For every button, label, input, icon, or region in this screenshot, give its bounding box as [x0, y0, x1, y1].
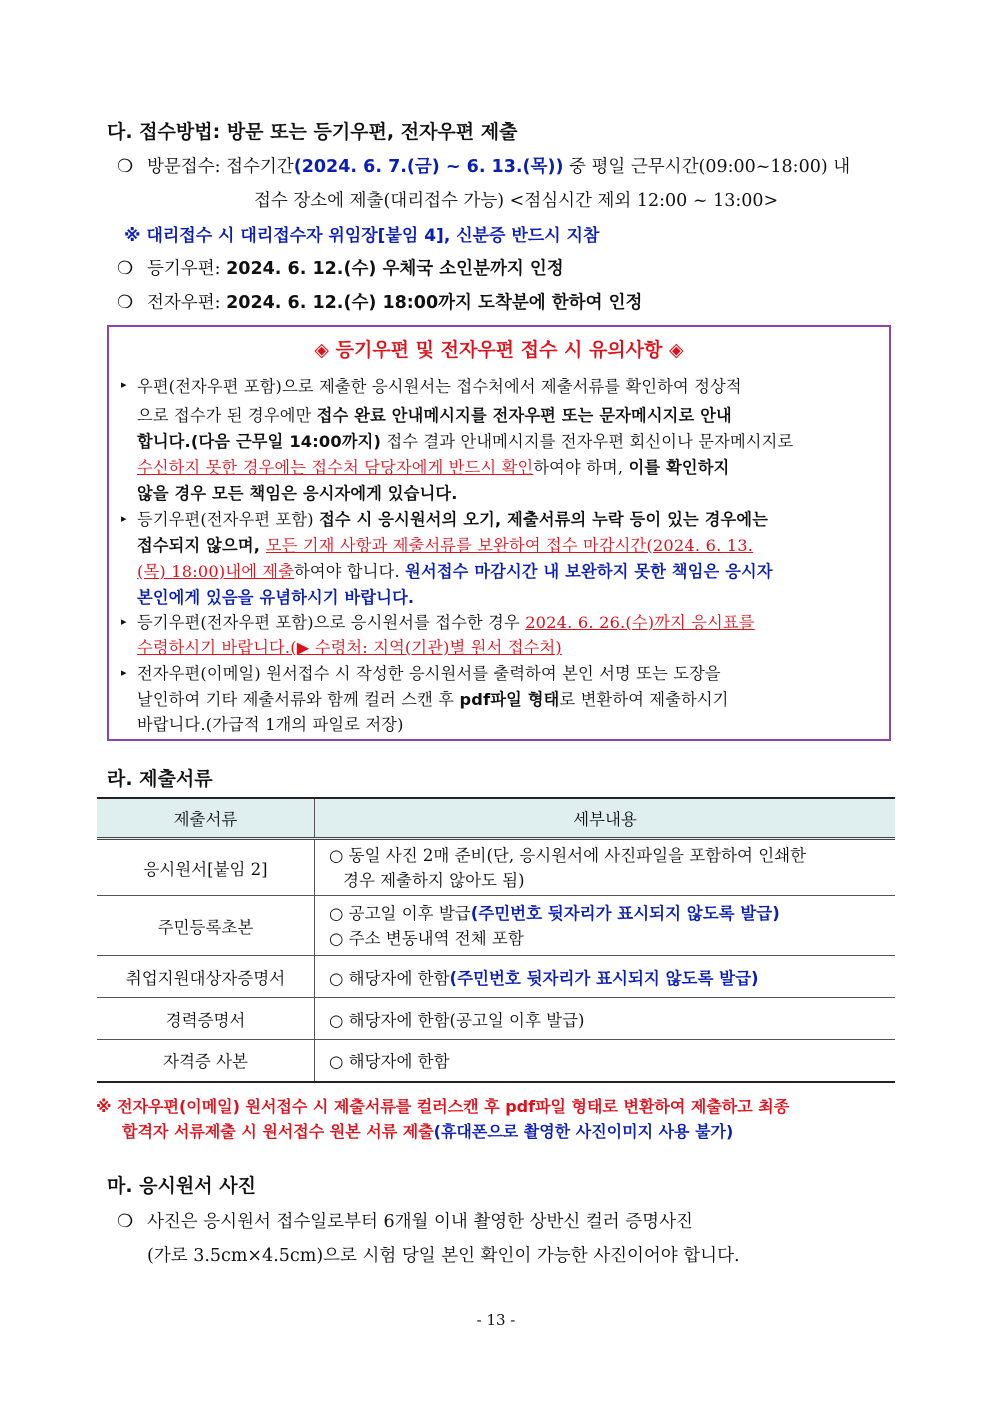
photo-line-1: ❍ 사진은 응시원서 접수일로부터 6개월 이내 촬영한 상반신 컬러 증명사진 — [117, 1211, 693, 1232]
section-ma-heading: 마. 응시원서 사진 — [107, 1175, 256, 1197]
section-da-heading: 다. 접수방법: 방문 또는 등기우편, 전자우편 제출 — [107, 121, 518, 143]
visit-line-2: 접수 장소에 제출(대리접수 가능) <점심시간 제외 12:00 ~ 13:00> — [254, 191, 779, 211]
bullet-circle: ❍ — [117, 156, 134, 177]
table-note-l2: 합격자 서류제출 시 원서접수 원본 서류 제출(휴대폰으로 촬영한 사진이미지 사용 불가) — [122, 1122, 734, 1141]
visit-line-1: ❍ 방문접수: 접수기간(2024. 6. 7.(금) ~ 6. 13.(목)) 중 평일 근무시간(09:00~18:00) 내 — [117, 156, 851, 177]
notice-p2-l3: (목) 18:00)내에 제출하여야 합니다. 원서접수 마감시간 내 보완하지 못한 책임은 응시자 — [137, 562, 773, 581]
notice-p2-l4: 본인에게 있음을 유념하시기 바랍니다. — [137, 588, 415, 607]
notice-p4-l3: 바랍니다.(가급적 1개의 파일로 저장) — [137, 715, 404, 734]
documents-table — [97, 797, 895, 1083]
section-ra-heading: 라. 제출서류 — [107, 768, 213, 790]
notice-p3-l1: 등기우편(전자우편 포함)으로 응시원서를 접수한 경우 2024. 6. 26.(수)까지 응시표를 — [137, 613, 755, 632]
triangle-bullet-icon: ▸ — [121, 512, 127, 525]
photo-line-2: (가로 3.5cm×4.5cm)으로 시험 당일 본인 확인이 가능한 사진이어야 합니다. — [147, 1246, 740, 1266]
notice-p1-l5: 않을 경우 모든 책임은 응시자에게 있습니다. — [137, 484, 458, 503]
table-header-documents: 제출서류 — [97, 798, 315, 839]
notice-p1-l2: 으로 접수가 된 경우에만 접수 완료 안내메시지를 전자우편 또는 문자메시지로 안내 — [137, 406, 732, 425]
table-row: 취업지원대상자증명서 ○ 해당자에 한함(주민번호 뒷자리가 표시되지 않도록 발급) — [97, 956, 895, 998]
notice-p1-l1: 우편(전자우편 포함)으로 제출한 응시원서는 접수처에서 제출서류를 확인하여 정상적 — [137, 377, 742, 396]
visit-period: (2024. 6. 7.(금) ~ 6. 13.(목)) — [293, 157, 564, 177]
notice-p4-l2: 날인하여 기타 제출서류와 함께 컬러 스캔 후 pdf파일 형태로 변환하여 제출하시기 — [137, 690, 729, 709]
email-line: ❍ 전자우편: 2024. 6. 12.(수) 18:00까지 도착분에 한하여 인정 — [117, 292, 643, 313]
table-row: 자격증 사본 ○ 해당자에 한함 — [97, 1040, 895, 1082]
notice-title: ◈ 등기우편 및 전자우편 접수 시 유의사항 ◈ — [314, 339, 684, 361]
page-number: - 13 - — [476, 1311, 516, 1329]
notice-p1-l3: 합니다.(다음 근무일 14:00까지) 접수 결과 안내메시지를 전자우편 회신이나 문자메시지로 — [137, 432, 794, 451]
triangle-bullet-icon: ▸ — [121, 666, 127, 679]
notice-p4-l1: 전자우편(이메일) 원서접수 시 작성한 응시원서를 출력하여 본인 서명 또는 도장을 — [137, 664, 721, 683]
table-row: 주민등록초본 ○ 공고일 이후 발급(주민번호 뒷자리가 표시되지 않도록 발급) ○ 주소 변동내역 전체 포함 — [97, 896, 895, 956]
triangle-bullet-icon: ▸ — [121, 615, 127, 628]
mail-line: ❍ 등기우편: 2024. 6. 12.(수) 우체국 소인분까지 인정 — [117, 258, 564, 279]
notice-p1-l4: 수신하지 못한 경우에는 접수처 담당자에게 반드시 확인하여야 하며, 이를 확인하지 — [137, 458, 730, 477]
table-row: 응시원서[붙임 2] ○ 동일 사진 2매 준비(단, 응시원서에 사진파일을 포함하여 인쇄한 경우 제출하지 않아도 됨) — [97, 839, 895, 896]
table-note-l1: ※ 전자우편(이메일) 원서접수 시 제출서류를 컬러스캔 후 pdf파일 형태로 변환하여 제출하고 최종 — [96, 1097, 790, 1116]
notice-p2-l1: 등기우편(전자우편 포함) 접수 시 응시원서의 오기, 제출서류의 누락 등이 있는 경우에는 — [137, 510, 769, 529]
notice-p2-l2: 접수되지 않으며, 모든 기재 사항과 제출서류를 보완하여 접수 마감시간(2024. 6. 13. — [137, 536, 754, 555]
table-row: 경력증명서 ○ 해당자에 한함(공고일 이후 발급) — [97, 998, 895, 1040]
proxy-note: ※ 대리접수 시 대리접수자 위임장[붙임 4], 신분증 반드시 지참 — [124, 226, 600, 246]
table-header-details: 세부내용 — [315, 798, 896, 839]
notice-p3-l2: 수령하시기 바랍니다.(▶ 수령처: 지역(기관)별 원서 접수처) — [137, 638, 562, 657]
triangle-bullet-icon: ▸ — [121, 378, 127, 391]
